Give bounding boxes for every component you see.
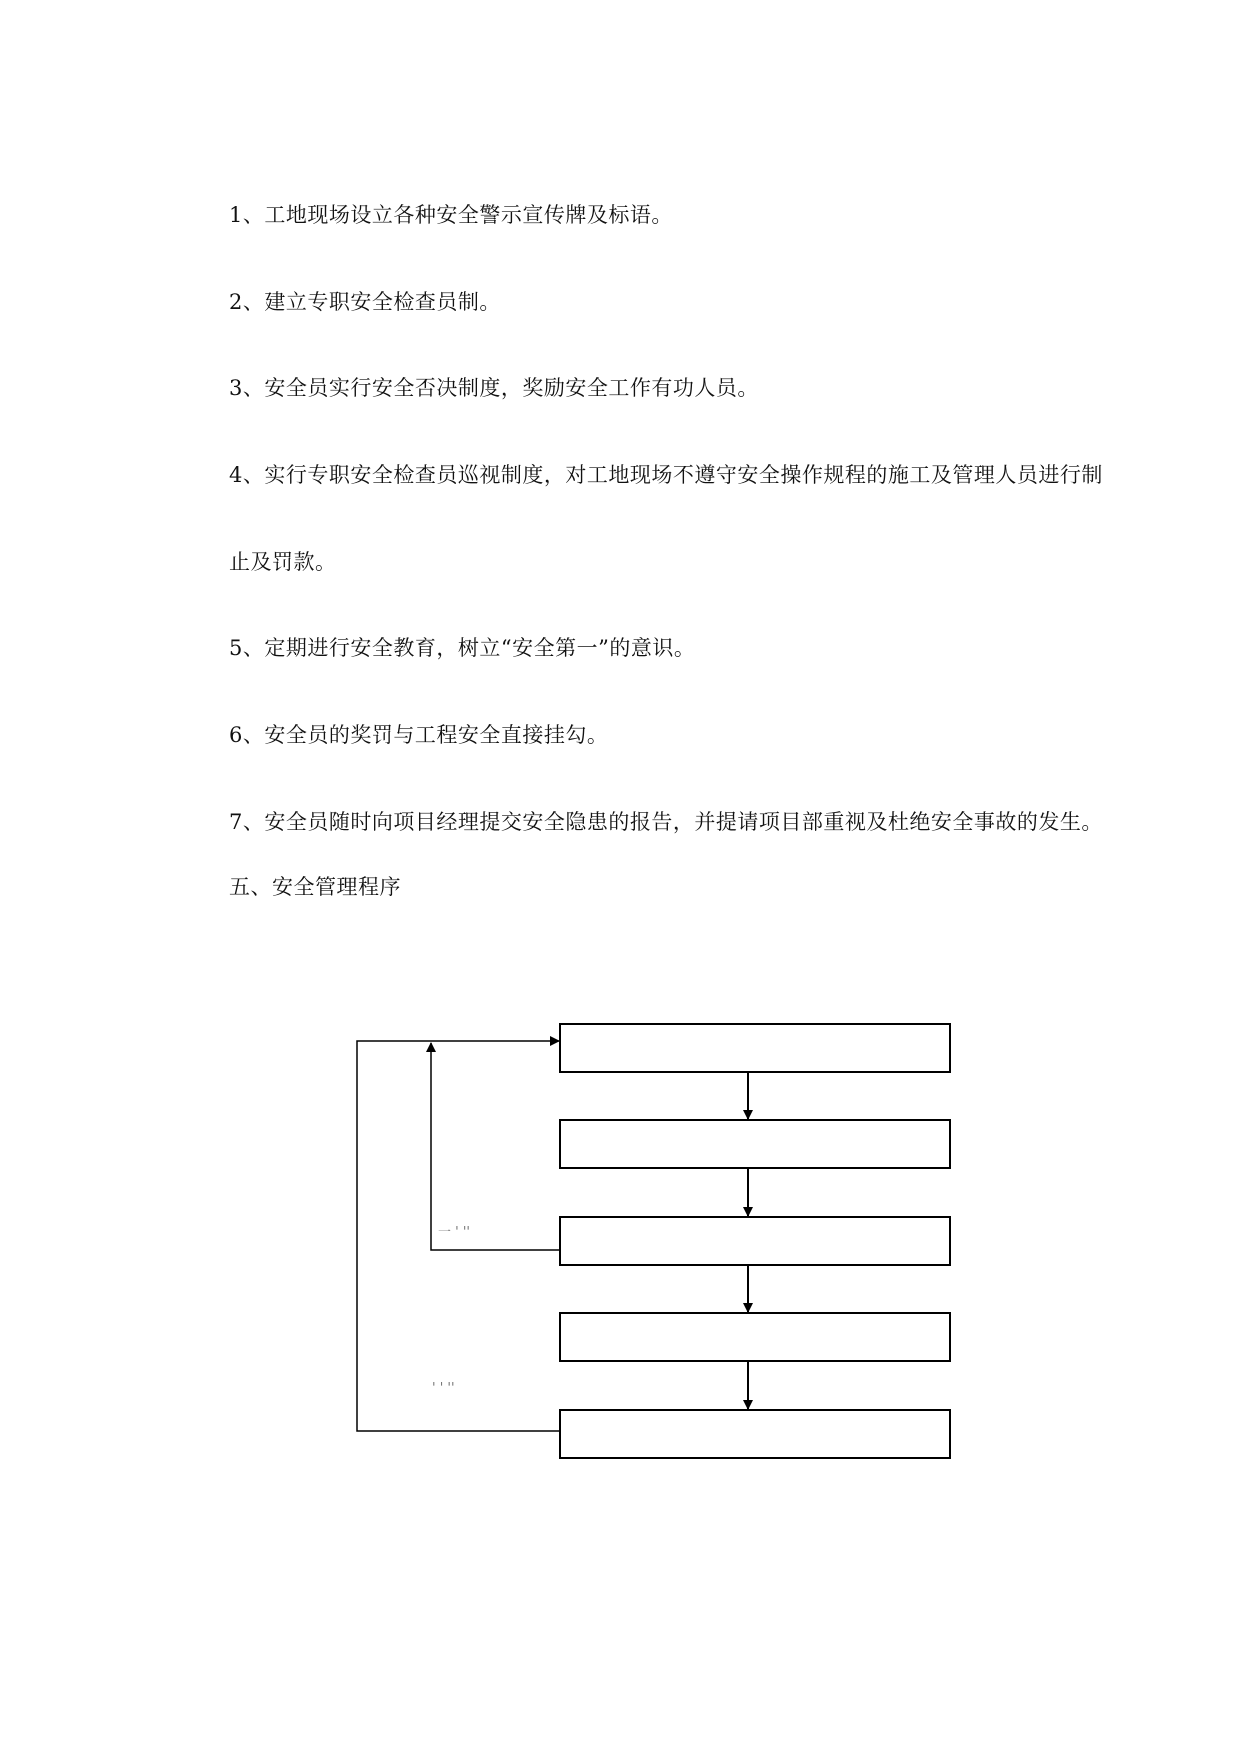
section-title: 五、安全管理程序 — [229, 875, 401, 899]
list-item-6: 6、安全员的奖罚与工程安全直接挂勾。 — [229, 723, 609, 747]
flowchart-box-1 — [560, 1024, 950, 1072]
list-item-5: 5、定期进行安全教育，树立“安全第一”的意识。 — [229, 636, 696, 660]
feedback-loop-inner — [431, 1043, 560, 1250]
flowchart-box-2 — [560, 1120, 950, 1168]
list-item-3: 3、安全员实行安全否决制度，奖励安全工作有功人员。 — [229, 376, 759, 400]
flowchart-box-4 — [560, 1313, 950, 1361]
feedback-label-upper: 一 ' '' — [438, 1225, 470, 1240]
flowchart-box-5 — [560, 1410, 950, 1458]
list-item-1: 1、工地现场设立各种安全警示宣传牌及标语。 — [229, 203, 673, 227]
list-item-7: 7、安全员随时向项目经理提交安全隐患的报告，并提请项目部重视及杜绝安全事故的发生。 — [229, 810, 1103, 834]
flowchart-box-3 — [560, 1217, 950, 1265]
list-item-4-continued: 止及罚款。 — [229, 550, 337, 574]
list-item-4: 4、实行专职安全检查员巡视制度，对工地现场不遵守安全操作规程的施工及管理人员进行制 — [229, 463, 1103, 487]
list-item-2: 2、建立专职安全检查员制。 — [229, 290, 501, 314]
feedback-label-lower: ' ' '' — [432, 1381, 455, 1396]
